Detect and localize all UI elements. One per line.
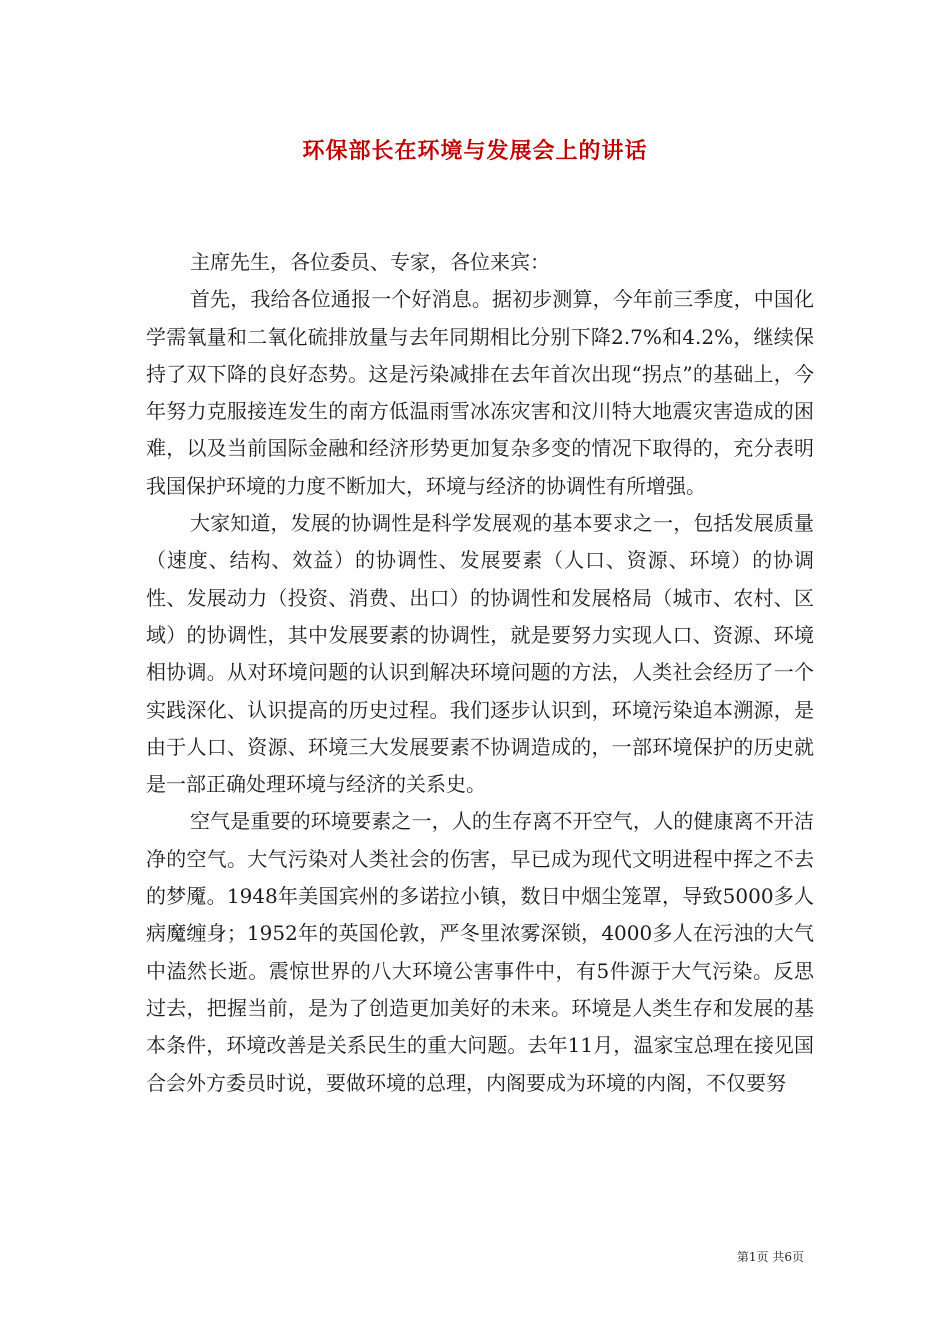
document-title: 环保部长在环境与发展会上的讲话 [302,138,648,164]
document-body [146,244,814,1102]
paragraph-greeting: 主席先生，各位委员、专家，各位来宾： [190,250,550,274]
paragraph-2: 大家知道，发展的协调性是科学发展观的基本要求之一，包括发展质量（速度、结构、效益）的协调性、发展要素（人口、资源、环境）的协调性、发展动力（投资、消费、出口）的协调性和发展格局（城市、农村、区域）的协调性，其中发展要素的协调性，就是要努力实现人口、资源、环境相协调。从对环境问题的认识到解决环境问题的方法，人类社会经历了一个实践深化、认识提高的历史过程。我们逐步认识到，环境污染追本溯源，是由于人口、资源、环境三大发展要素不协调造成的，一部环境保护的历史就是一部正确处理环境与经济的关系史。 [146,511,814,797]
paragraph-3: 空气是重要的环境要素之一，人的生存离不开空气，人的健康离不开洁净的空气。大气污染对人类社会的伤害，早已成为现代文明进程中挥之不去的梦魇。1948年美国宾州的多诺拉小镇，数日中烟尘笼罩，导致5000多人病魔缠身；1952年的英国伦敦，严冬里浓雾深锁，4000多人在污浊的大气中溘然长逝。震惊世界的八大环境公害事件中，有5件源于大气污染。反思过去，把握当前，是为了创造更加美好的未来。环境是人类生存和发展的基本条件，环境改善是关系民生的重大问题。去年11月，温家宝总理在接见国合会外方委员时说，要做环境的总理，内阁要成为环境的内阁，不仅要努 [146,809,814,1095]
paragraph-1: 首先，我给各位通报一个好消息。据初步测算，今年前三季度，中国化学需氧量和二氧化硫排放量与去年同期相比分别下降2.7%和4.2%，继续保持了双下降的良好态势。这是污染减排在去年首次出现“拐点”的基础上，今年努力克服接连发生的南方低温雨雪冰冻灾害和汶川特大地震灾害造成的困难，以及当前国际金融和经济形势更加复杂多变的情况下取得的，充分表明我国保护环境的力度不断加大，环境与经济的协调性有所增强。 [146,287,814,498]
page-number-footer: 第1页 共6页 [736,1250,804,1264]
